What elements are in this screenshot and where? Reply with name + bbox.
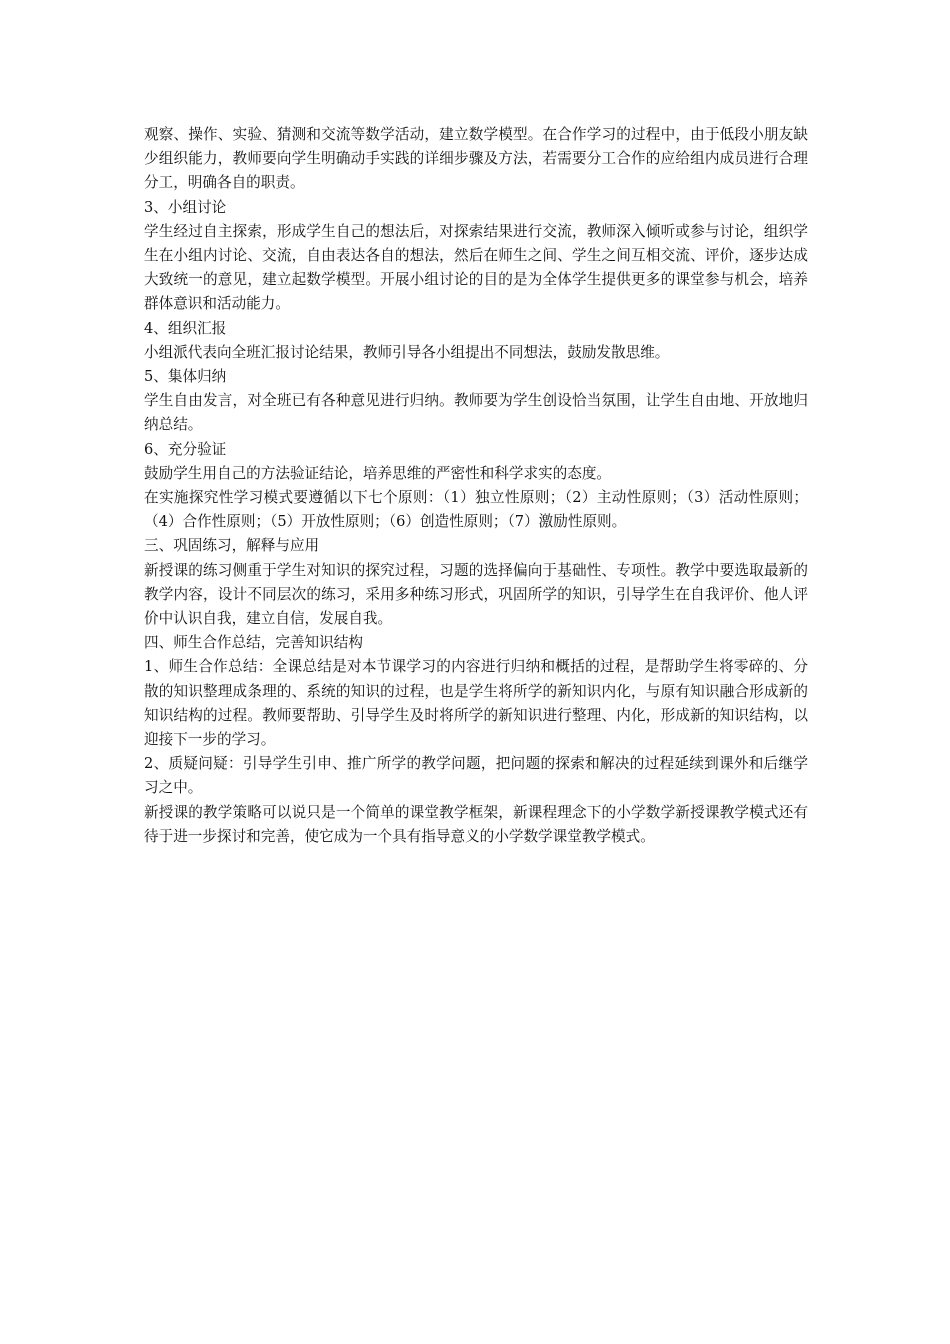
paragraph-practice: 新授课的练习侧重于学生对知识的探究过程，习题的选择偏向于基础性、专项性。教学中要选取最新的教学内容，设计不同层次的练习，采用多种练习形式，巩固所学的知识，引导学生在自我评价、他人评价中认识自我，建立自信，发展自我。 bbox=[144, 561, 808, 628]
document-body bbox=[144, 123, 808, 849]
paragraph-seven-principles: 在实施探究性学习模式要遵循以下七个原则：（1）独立性原则；（2）主动性原则；（3）活动性原则；（4）合作性原则；（5）开放性原则；（6）创造性原则；（7）激励性原则。 bbox=[144, 489, 808, 531]
paragraph-summary-2: 2、质疑问疑：引导学生引申、推广所学的教学问题，把问题的探索和解决的过程延续到课外和后继学习之中。 bbox=[144, 755, 808, 797]
paragraph-summary-1: 1、师生合作总结：全课总结是对本节课学习的内容进行归纳和概括的过程，是帮助学生将零碎的、分散的知识整理成条理的、系统的知识的过程，也是学生将所学的新知识内化，与原有知识融合形成新的知识结构的过程。教师要帮助、引导学生及时将所学的新知识进行整理、内化，形成新的知识结构，以迎接下一步的学习。 bbox=[144, 658, 808, 749]
paragraph-report: 小组派代表向全班汇报讨论结果，教师引导各小组提出不同想法，鼓励发散思维。 bbox=[144, 343, 670, 361]
paragraph-summarize: 学生自由发言，对全班已有各种意见进行归纳。教师要为学生创设恰当氛围，让学生自由地、开放地归纳总结。 bbox=[144, 392, 808, 434]
paragraph-conclusion: 新授课的教学策略可以说只是一个简单的课堂教学框架，新课程理念下的小学数学新授课教学模式还有待于进一步探讨和完善，使它成为一个具有指导意义的小学数学课堂教学模式。 bbox=[144, 803, 808, 845]
paragraph-group-activities: 观察、操作、实验、猜测和交流等数学活动，建立数学模型。在合作学习的过程中，由于低段小朋友缺少组织能力，教师要向学生明确动手实践的详细步骤及方法，若需要分工合作的应给组内成员进行合理分工，明确各自的职责。 bbox=[144, 126, 808, 192]
paragraph-group-discussion: 学生经过自主探索，形成学生自己的想法后，对探索结果进行交流，教师深入倾听或参与讨论，组织学生在小组内讨论、交流，自由表达各自的想法，然后在师生之间、学生之间互相交流、评价，逐步达成大致统一的意见，建立起数学模型。开展小组讨论的目的是为全体学生提供更多的课堂参与机会，培养群体意识和活动能力。 bbox=[144, 222, 808, 313]
heading-verify: 6、充分验证 bbox=[144, 440, 227, 458]
heading-summary: 四、师生合作总结，完善知识结构 bbox=[144, 634, 363, 652]
heading-report: 4、组织汇报 bbox=[144, 319, 227, 337]
paragraph-verify: 鼓励学生用自己的方法验证结论，培养思维的严密性和科学求实的态度。 bbox=[144, 464, 612, 482]
heading-practice: 三、巩固练习，解释与应用 bbox=[144, 537, 320, 555]
heading-group-discussion: 3、小组讨论 bbox=[144, 198, 227, 216]
heading-summarize: 5、集体归纳 bbox=[144, 368, 227, 386]
